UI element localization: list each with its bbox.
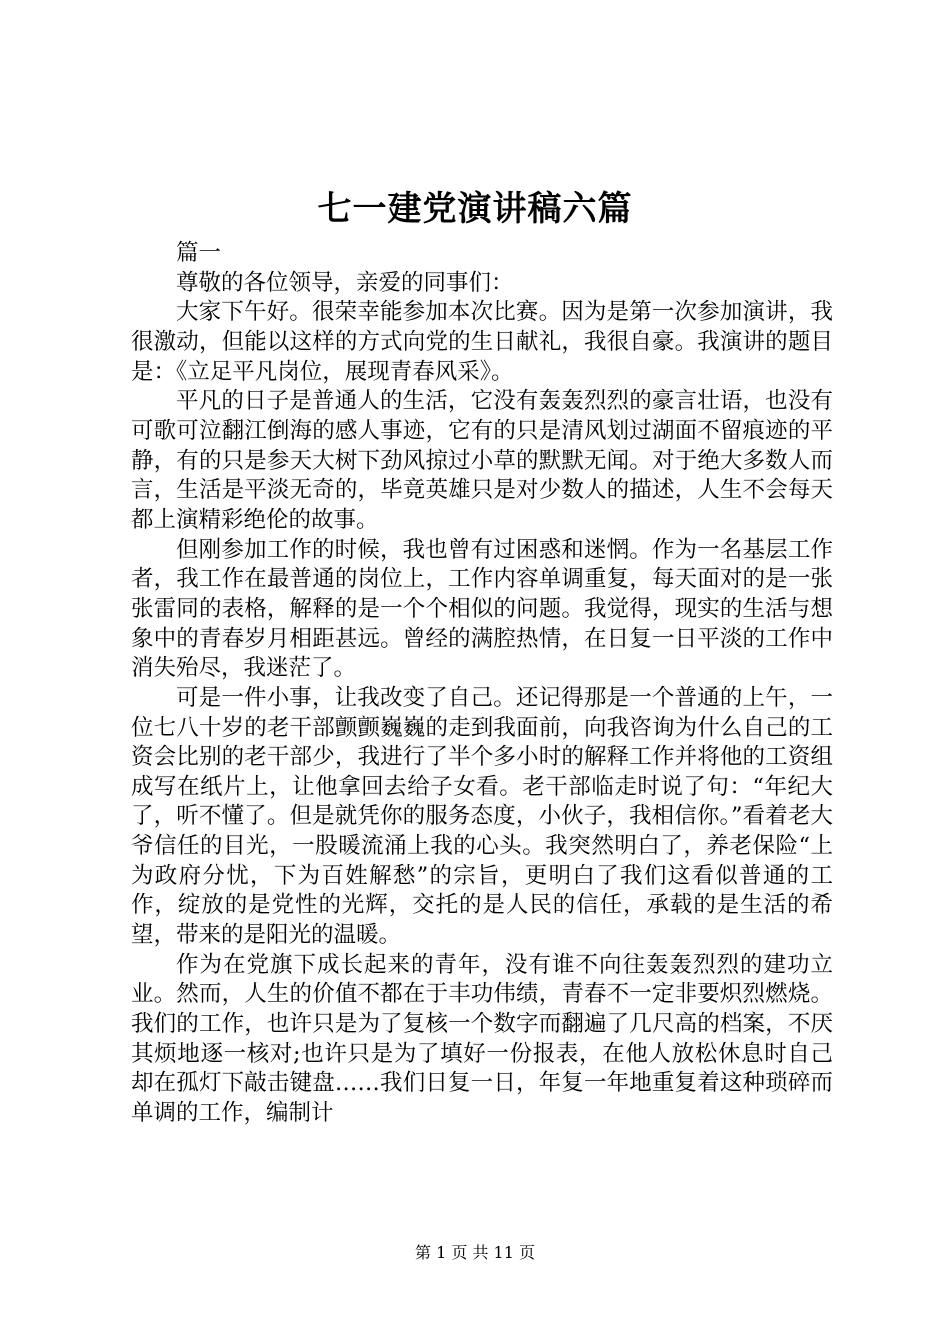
document-title: 七一建党演讲稿六篇 bbox=[317, 189, 633, 229]
document-body bbox=[131, 239, 833, 1129]
body-paragraph: 平凡的日子是普通人的生活，它没有轰轰烈烈的豪言壮语，也没有可歌可泣翻江倒海的感人事迹，它有的只是清风划过湖面不留痕迹的平静，有的只是参天大树下劲风掠过小草的默默无闻。对于绝大多数人而言，生活是平淡无奇的，毕竟英雄只是对少数人的描述，人生不会每天都上演精彩绝伦的故事。 bbox=[131, 388, 833, 533]
body-paragraph: 作为在党旗下成长起来的青年，没有谁不向往轰轰烈烈的建功立业。然而，人生的价值不都在于丰功伟绩，青春不一定非要炽烈燃烧。我们的工作，也许只是为了复核一个数字而翻遍了几尺高的档案，不厌其烦地逐一核对;也许只是为了填好一份报表，在他人放松休息时自己却在孤灯下敲击键盘……我们日复一日，年复一年地重复着这种琐碎而单调的工作，编制计 bbox=[131, 951, 833, 1127]
page-footer: 第 1 页 共 11 页 bbox=[415, 1243, 535, 1262]
body-paragraph: 大家下午好。很荣幸能参加本次比赛。因为是第一次参加演讲，我很激动，但能以这样的方式向党的生日献礼，我很自豪。我演讲的题目是：《立足平凡岗位，展现青春风采》。 bbox=[131, 299, 833, 385]
section-heading: 篇一 bbox=[176, 240, 222, 266]
salutation: 尊敬的各位领导，亲爱的同事们： bbox=[176, 269, 514, 296]
body-paragraph: 但刚参加工作的时候，我也曾有过困惑和迷惘。作为一名基层工作者，我工作在最普通的岗位上，工作内容单调重复，每天面对的是一张张雷同的表格，解释的是一个个相似的问题。我觉得，现实的生活与想象中的青春岁月相距甚远。曾经的满腔热情，在日复一日平淡的工作中消失殆尽，我迷茫了。 bbox=[131, 536, 833, 682]
body-paragraph: 可是一件小事，让我改变了自己。还记得那是一个普通的上午，一位七八十岁的老干部颤颤巍巍的走到我面前，向我咨询为什么自己的工资会比别的老干部少，我进行了半个多小时的解释工作并将他的工资组成写在纸片上，让他拿回去给子女看。老干部临走时说了句：“年纪大了，听不懂了。但是就凭你的服务态度，小伙子，我相信你。”看着老大爷信任的目光，一股暖流涌上我的心头。我突然明白了，养老保险“上为政府分忧，下为百姓解愁”的宗旨，更明白了我们这看似普通的工作，绽放的是党性的光辉，交托的是人民的信任，承载的是生活的希望，带来的是阳光的温暖。 bbox=[131, 684, 833, 949]
